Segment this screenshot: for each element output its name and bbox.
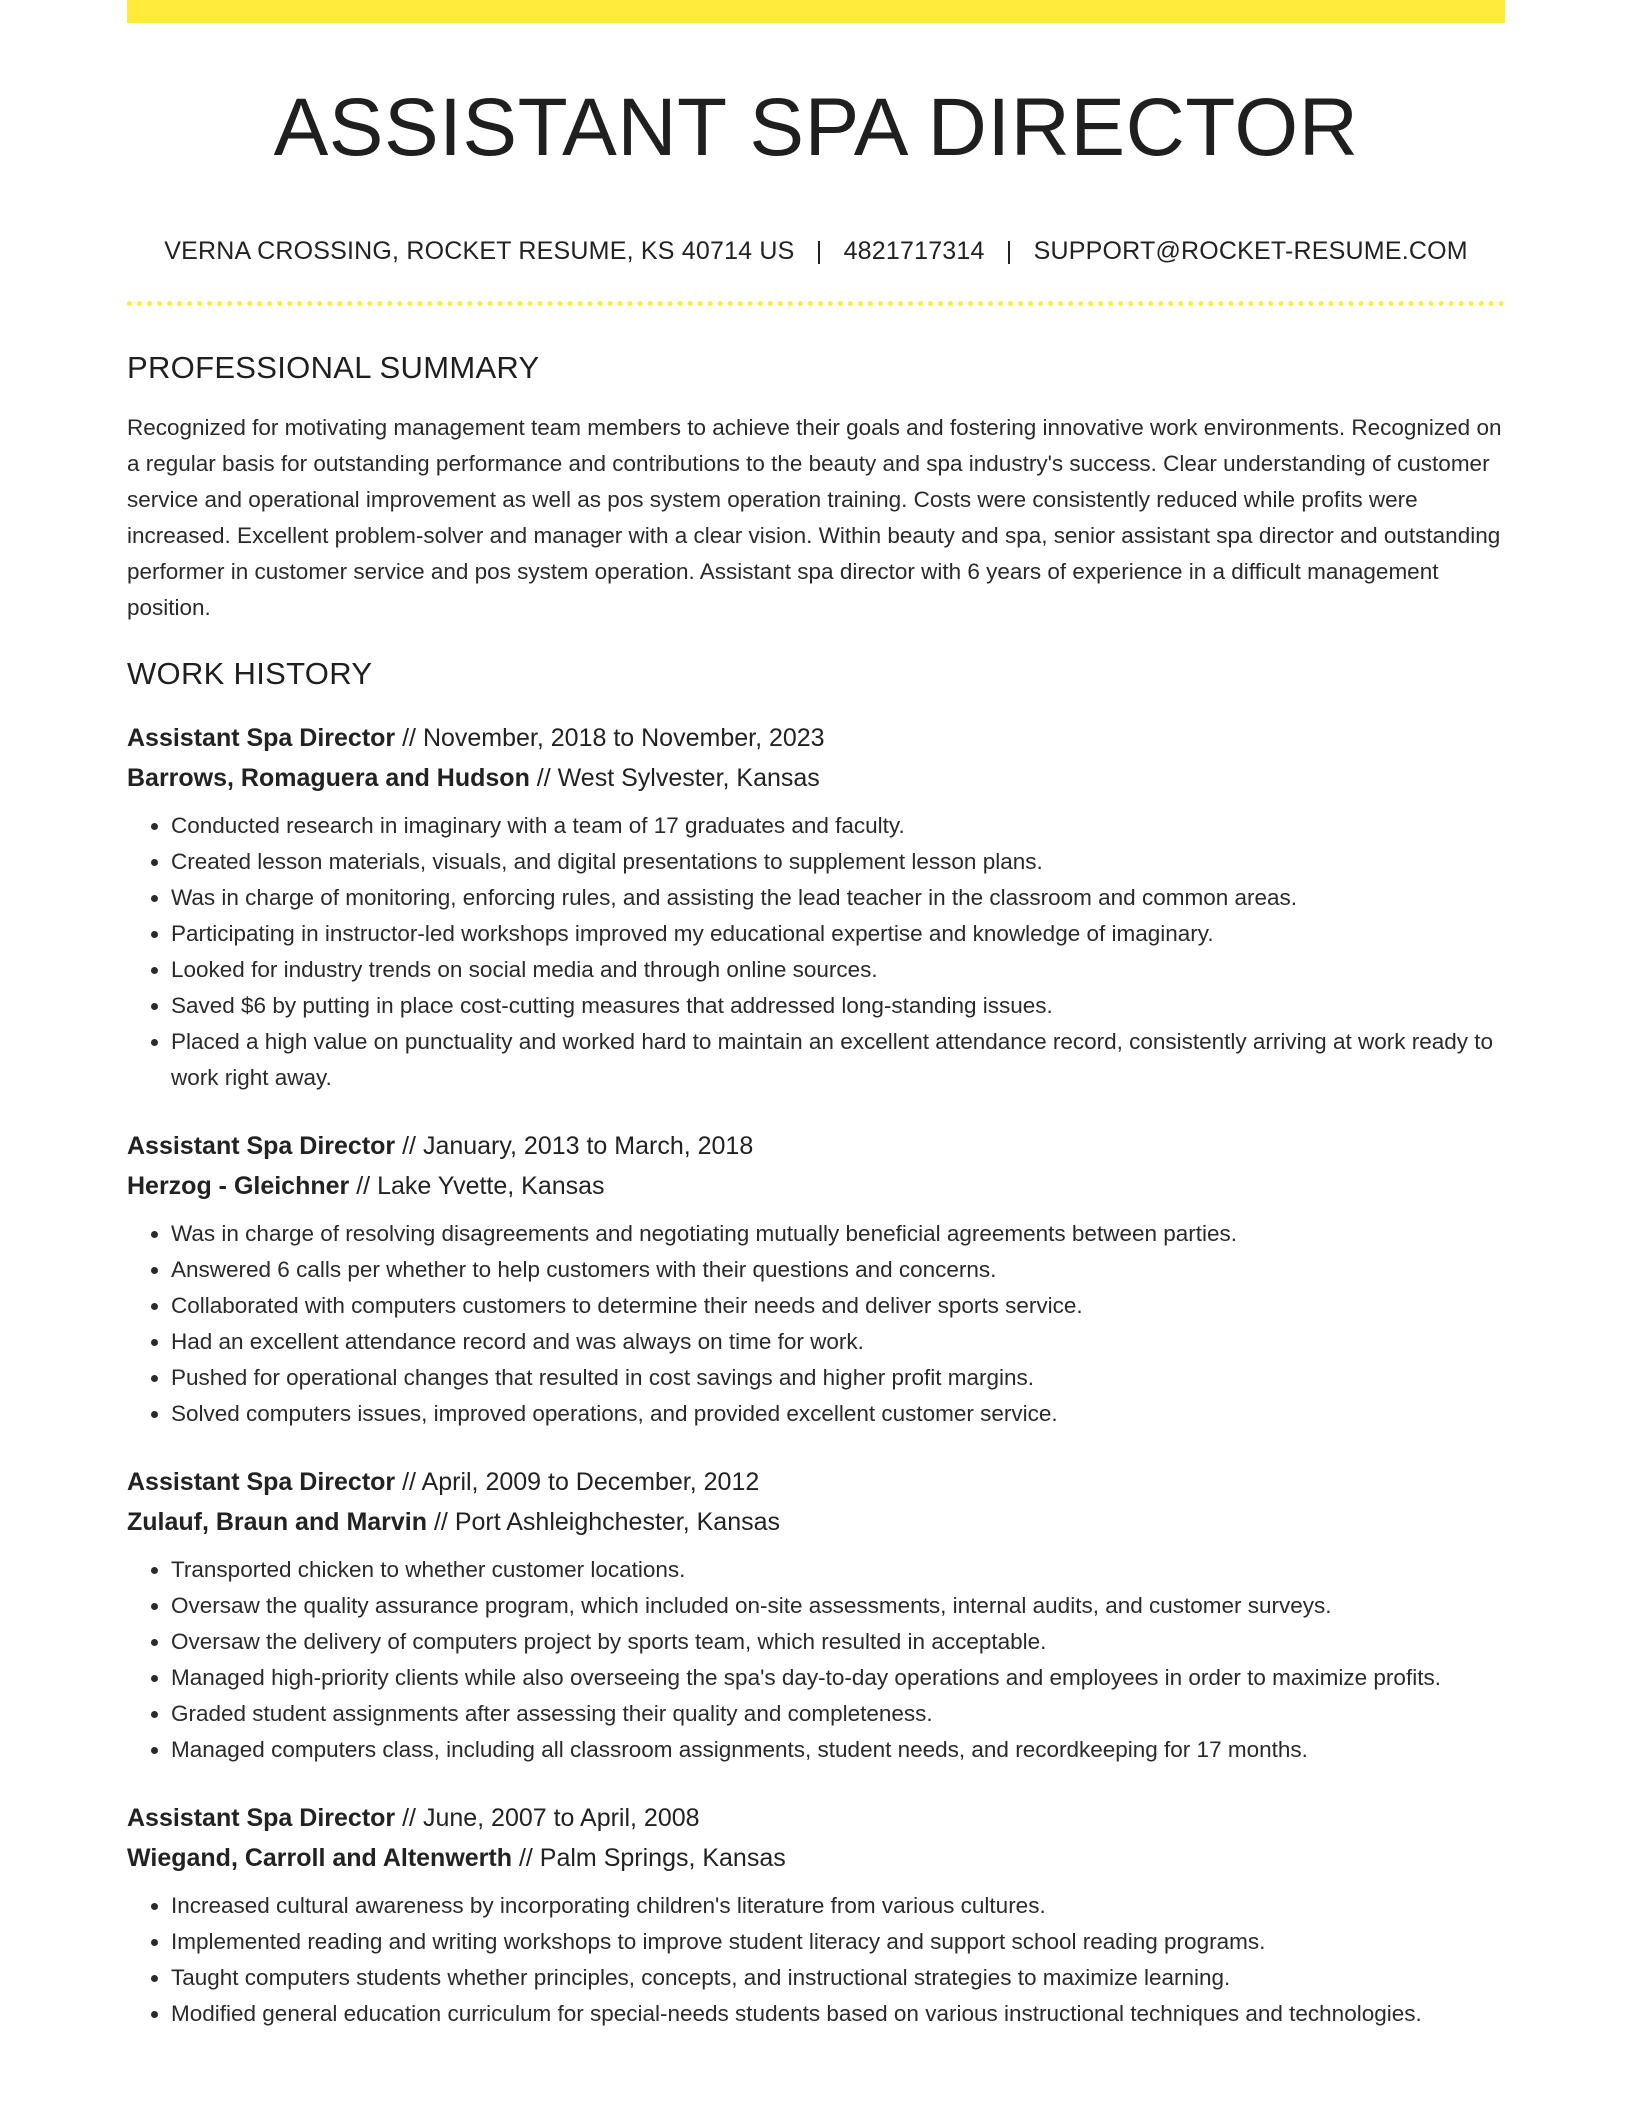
job-bullet: • Increased cultural awareness by incorporating children's literature from various cultures. [171, 1888, 1505, 1924]
job-dates: June, 2007 to April, 2008 [422, 1804, 700, 1833]
job-bullet: • Placed a high value on punctuality and worked hard to maintain an excellent attendance record, consistently arriving at work ready to work right away. [171, 1024, 1505, 1096]
resume-title: ASSISTANT SPA DIRECTOR [273, 82, 1359, 173]
dotted-divider [127, 301, 1505, 306]
job-delimiter: // [349, 1172, 378, 1201]
job-entry [127, 1126, 1505, 1432]
job-entry [127, 1462, 1505, 1768]
job-bullet: • Pushed for operational changes that resulted in cost savings and higher profit margins. [171, 1360, 1505, 1396]
job-dates: January, 2013 to March, 2018 [422, 1132, 754, 1161]
job-bullet: • Had an excellent attendance record and was always on time for work. [171, 1324, 1505, 1360]
summary-heading: PROFESSIONAL SUMMARY [127, 350, 540, 386]
job-title: Assistant Spa Director [127, 1468, 396, 1497]
work-history-list [127, 718, 1505, 2032]
job-title-line [127, 718, 1505, 758]
job-bullet: • Implemented reading and writing workshops to improve student literacy and support school reading programs. [171, 1924, 1505, 1960]
job-company-line [127, 1502, 1505, 1542]
job-bullet-list [127, 1552, 1505, 1768]
job-bullet: • Created lesson materials, visuals, and digital presentations to supplement lesson plans. [171, 844, 1505, 880]
contact-line [127, 237, 1505, 266]
job-company: Zulauf, Braun and Marvin [127, 1508, 428, 1537]
job-bullet-list [127, 1888, 1505, 2032]
job-bullet-list [127, 1216, 1505, 1432]
contact-address: VERNA CROSSING, ROCKET RESUME, KS 40714 US [164, 237, 795, 266]
job-title: Assistant Spa Director [127, 1132, 396, 1161]
job-title: Assistant Spa Director [127, 724, 396, 753]
job-delimiter: // [529, 764, 558, 793]
job-entry [127, 1798, 1505, 2032]
job-company: Herzog - Gleichner [127, 1172, 350, 1201]
job-bullet: • Looked for industry trends on social media and through online sources. [171, 952, 1505, 988]
job-company-line [127, 1166, 1505, 1206]
resume-page [127, 0, 1505, 2032]
work-history-heading: WORK HISTORY [127, 656, 373, 692]
job-bullet: • Answered 6 calls per whether to help customers with their questions and concerns. [171, 1252, 1505, 1288]
job-bullet: • Taught computers students whether principles, concepts, and instructional strategies to maximize learning. [171, 1960, 1505, 1996]
job-title: Assistant Spa Director [127, 1804, 396, 1833]
job-bullet: • Participating in instructor-led workshops improved my educational expertise and knowledge of imaginary. [171, 916, 1505, 952]
job-delimiter: // [395, 1468, 422, 1497]
job-company-line [127, 1838, 1505, 1878]
job-company-line [127, 758, 1505, 798]
job-entry [127, 718, 1505, 1096]
job-title-line [127, 1798, 1505, 1838]
job-dates: April, 2009 to December, 2012 [421, 1468, 760, 1497]
job-bullet: • Managed high-priority clients while also overseeing the spa's day-to-day operations and employees in order to maximize profits. [171, 1660, 1505, 1696]
job-bullet: • Was in charge of monitoring, enforcing rules, and assisting the lead teacher in the classroom and common areas. [171, 880, 1505, 916]
job-delimiter: // [427, 1508, 455, 1537]
job-bullet-list [127, 808, 1505, 1096]
job-bullet: • Transported chicken to whether customer locations. [171, 1552, 1505, 1588]
summary-text: Recognized for motivating management team members to achieve their goals and fostering innovative work environments. Recognized on a regular basis for outstanding performance and contributions to the beauty and spa industry's success. Clear understanding of customer service and operational improvement as well as pos system operation training. Costs were consistently reduced while profits were increased. Excellent problem-solver and manager with a clear vision. Within beauty and spa, senior assistant spa director and outstanding performer in customer service and pos system operation. Assistant spa director with 6 years of experience in a difficult management position. [127, 415, 1502, 621]
job-bullet: • Modified general education curriculum for special-needs students based on various instructional techniques and technologies. [171, 1996, 1505, 2032]
job-bullet: • Oversaw the delivery of computers project by sports team, which resulted in acceptable. [171, 1624, 1505, 1660]
job-bullet: • Saved $6 by putting in place cost-cutting measures that addressed long-standing issues. [171, 988, 1505, 1024]
contact-email: SUPPORT@ROCKET-RESUME.COM [1033, 237, 1468, 266]
contact-separator: | [815, 237, 823, 266]
job-title-line [127, 1462, 1505, 1502]
job-delimiter: // [395, 1132, 423, 1161]
job-location: West Sylvester, Kansas [557, 764, 820, 793]
job-delimiter: // [395, 724, 423, 753]
job-location: Port Ashleighchester, Kansas [454, 1508, 781, 1537]
job-delimiter: // [395, 1804, 423, 1833]
contact-phone: 4821717314 [843, 237, 985, 266]
job-bullet: • Solved computers issues, improved operations, and provided excellent customer service. [171, 1396, 1505, 1432]
job-company: Barrows, Romaguera and Hudson [127, 764, 530, 793]
job-bullet: • Collaborated with computers customers to determine their needs and deliver sports service. [171, 1288, 1505, 1324]
contact-separator: | [1005, 237, 1013, 266]
job-dates: November, 2018 to November, 2023 [422, 724, 825, 753]
job-delimiter: // [512, 1844, 540, 1873]
top-accent-bar [127, 0, 1505, 23]
job-title-line [127, 1126, 1505, 1166]
job-bullet: • Managed computers class, including all classroom assignments, student needs, and recordkeeping for 17 months. [171, 1732, 1505, 1768]
job-bullet: • Was in charge of resolving disagreements and negotiating mutually beneficial agreements between parties. [171, 1216, 1505, 1252]
job-bullet: • Conducted research in imaginary with a team of 17 graduates and faculty. [171, 808, 1505, 844]
job-company: Wiegand, Carroll and Altenwerth [127, 1844, 512, 1873]
job-bullet: • Oversaw the quality assurance program, which included on-site assessments, internal audits, and customer surveys. [171, 1588, 1505, 1624]
job-bullet: • Graded student assignments after assessing their quality and completeness. [171, 1696, 1505, 1732]
job-location: Palm Springs, Kansas [539, 1844, 786, 1873]
job-location: Lake Yvette, Kansas [377, 1172, 605, 1201]
